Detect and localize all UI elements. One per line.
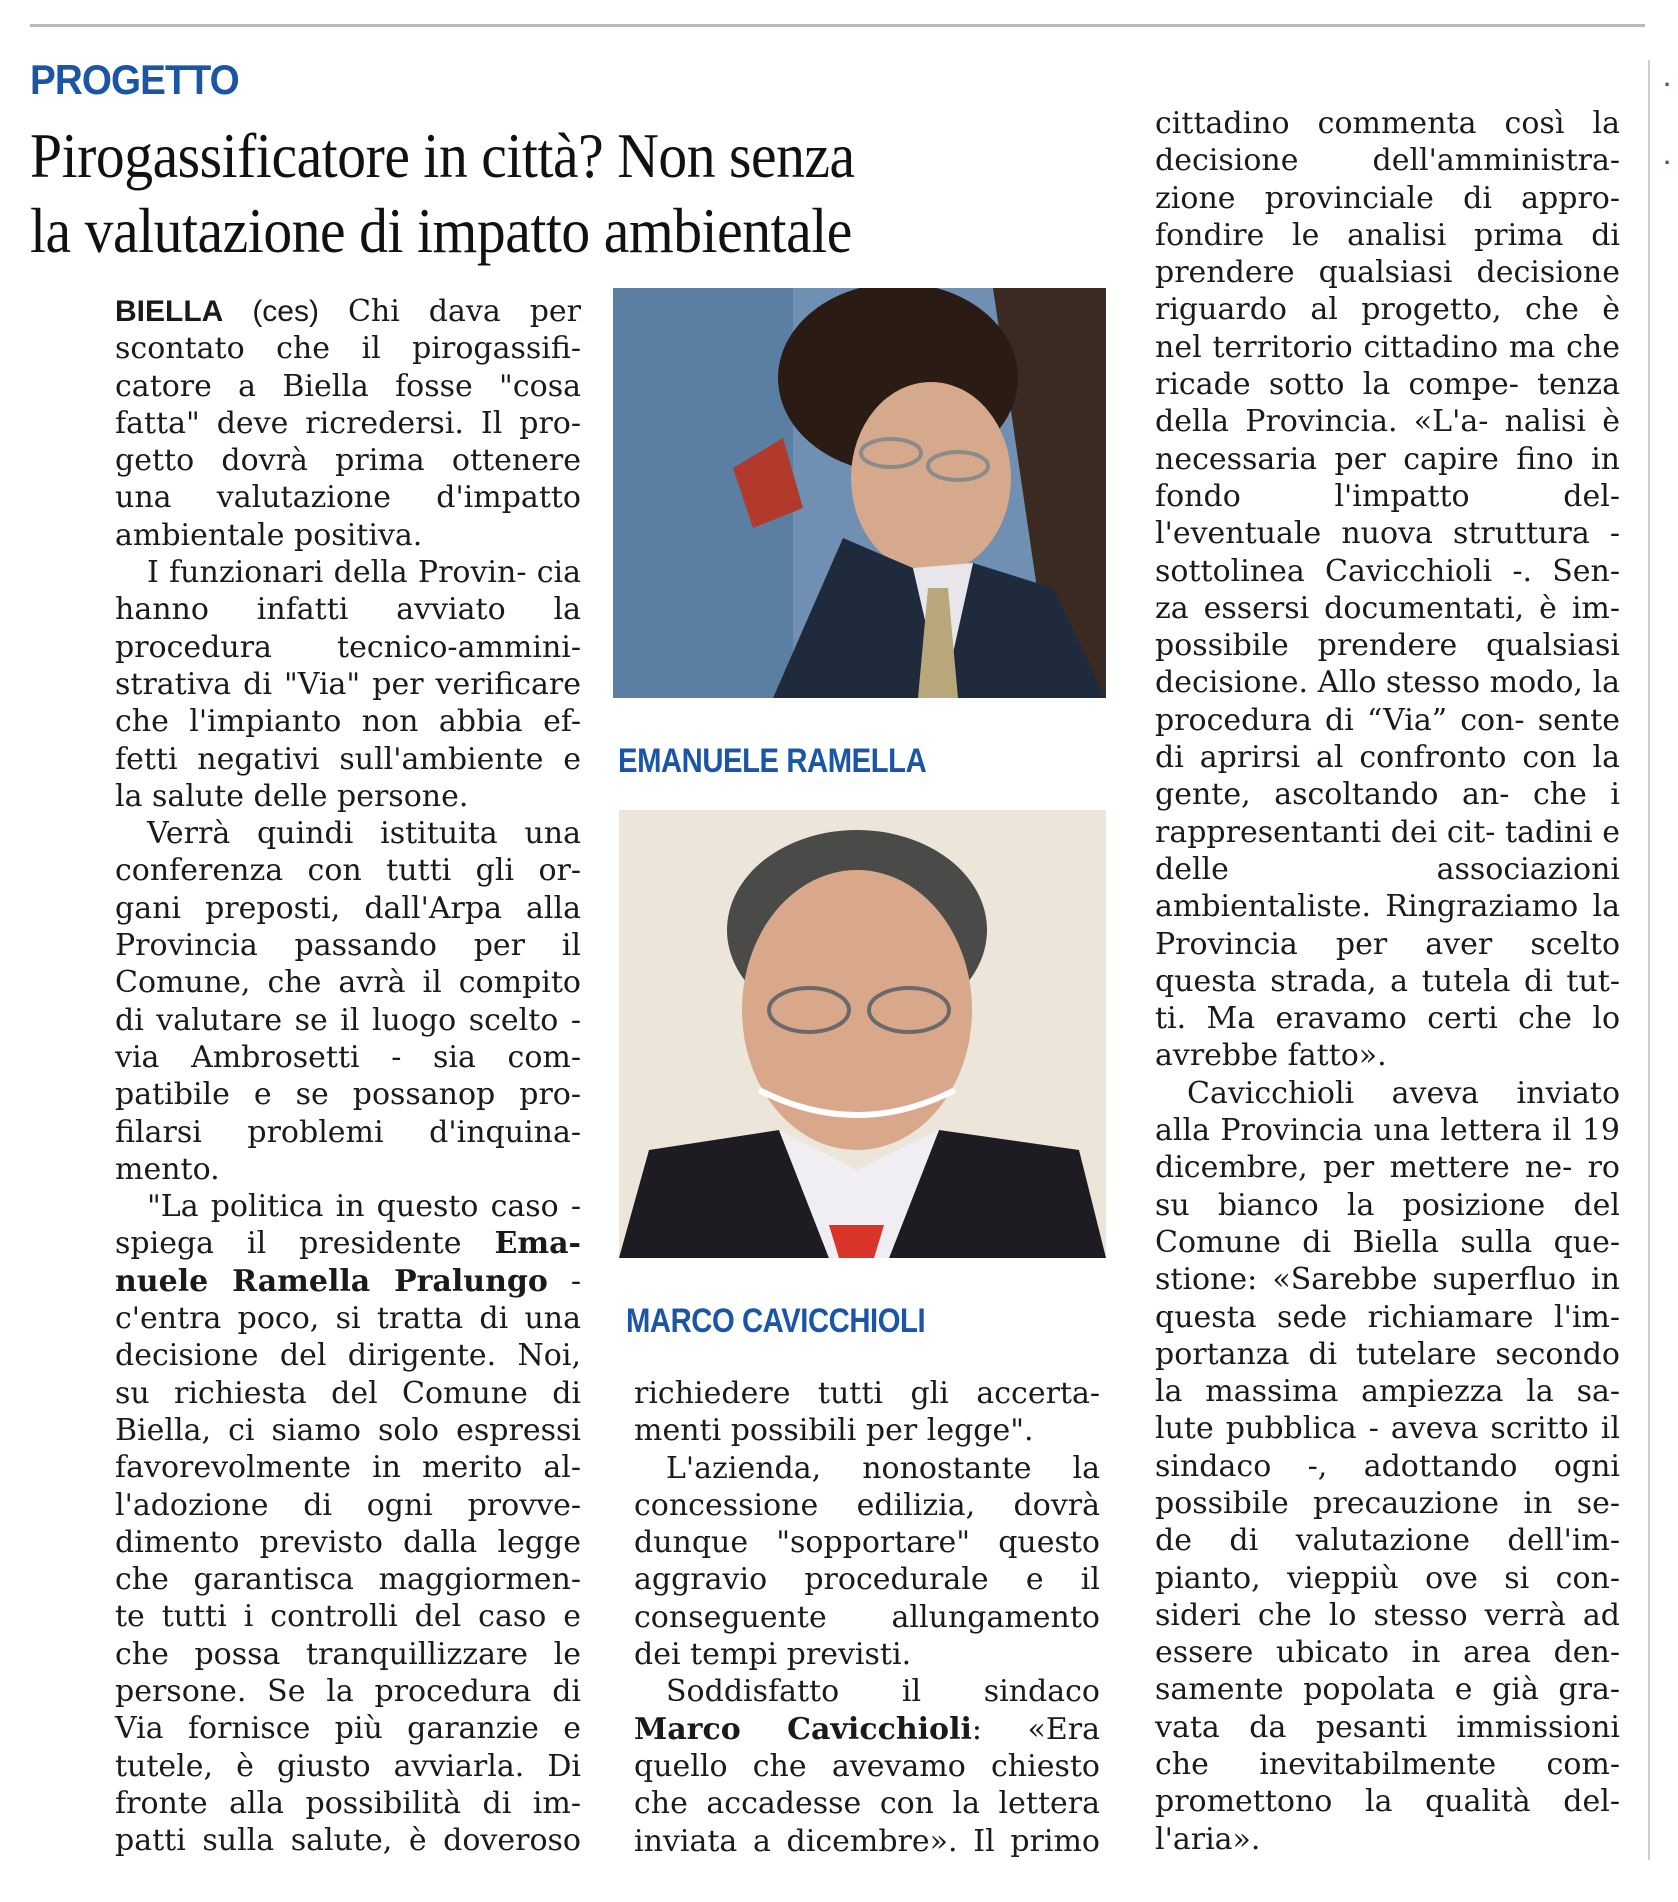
photo-caption: EMANUELE RAMELLA bbox=[618, 742, 927, 780]
headline-line-2: la valutazione di impatto ambientale bbox=[30, 195, 852, 266]
photo-caption: MARCO CAVICCHIOLI bbox=[626, 1302, 926, 1340]
paragraph-end: mento. bbox=[115, 1151, 220, 1187]
headline-line-1: Pirogassificatore in città? Non senza bbox=[30, 120, 855, 191]
author-initials: (ces) bbox=[252, 295, 319, 328]
person-name: Ema- bbox=[494, 1226, 581, 1262]
portrait-photo-emanuele-ramella bbox=[613, 288, 1106, 698]
paragraph-end: la salute delle persone. bbox=[115, 778, 469, 814]
paragraph: I funzionari della Provin- cia hanno infatti avviato la procedura tecnico-ammini- strativa di "Via" per verificare che l'impianto non abbia ef- fetti negativi sull'ambiente e bbox=[115, 555, 581, 777]
paragraph-end: avrebbe fatto». bbox=[1155, 1038, 1387, 1074]
person-name: Marco Cavicchioli bbox=[634, 1711, 972, 1747]
paragraph-end: ambientale positiva. bbox=[115, 517, 423, 553]
paragraph: Soddisfatto il sindaco Marco Cavicchioli: «Era quello che avevamo chiesto che accadesse con la lettera inviata a dicembre». Il primo bbox=[634, 1674, 1100, 1859]
dateline-place: BIELLA bbox=[115, 295, 224, 328]
section-kicker: PROGETTO bbox=[30, 56, 239, 103]
portrait-photo-marco-cavicchioli bbox=[619, 810, 1106, 1258]
column-divider bbox=[1648, 60, 1650, 1860]
next-article-fragment-mark: · bbox=[1664, 72, 1672, 97]
paragraph: Cavicchioli aveva inviato alla Provincia una lettera il 19 dicembre, per mettere ne- ro su bianco la posizione del Comune di Biella sulla que- stione: «Sarebbe superfluo in questa sede richiamare l'im- portanza di tutelare secondo la massima ampiezza la sa- lute pubblica - aveva scritto il sindaco -, adottando ogni possibile precauzione in se- de di valutazione dell'im- pianto, vieppiù ove si con- sideri che lo stesso verrà ad essere ubicato in area den- samente popolata e già gra- vata da pesanti immissioni che inevitabilmente com- promettono la qualità del- bbox=[1155, 1075, 1620, 1820]
paragraph: cittadino commenta così la decisione dell'amministra- zione provinciale di appro- fondire le analisi prima di prendere qualsiasi decisione riguardo al progetto, che è nel territorio cittadino ma che ricade sotto la compe- tenza della Provincia. «L'a- nalisi è necessaria per capire fino in fondo l'impatto del- l'eventuale nuova struttura - sottolinea Cavicchioli -. Sen- za essersi documentati, è im- possibile prendere qualsiasi decisione. Allo stesso modo, la procedura di “Via” con- sente di aprirsi al confronto con la gente, ascoltando an- che i rappresentanti dei cit- tadini e delle associazioni ambientaliste. Ringraziamo la Provincia per aver scelto questa strada, a tutela di tut- ti. Ma eravamo certi che lo bbox=[1155, 106, 1621, 1037]
article-column-1 bbox=[115, 293, 581, 1859]
next-article-fragment-mark: · bbox=[1664, 150, 1672, 175]
portrait-illustration bbox=[619, 810, 1106, 1258]
top-rule bbox=[30, 24, 1645, 27]
paragraph: Verrà quindi istituita una conferenza con tutti gli or- gani preposti, dall'Arpa alla Provincia passando per il Comune, che avrà il compito di valutare se il luogo scelto - via Ambrosetti - sia com- patibile e se possanop pro- filarsi problemi d'inquina- bbox=[115, 816, 581, 1150]
article-column-3 bbox=[1155, 105, 1620, 1858]
paragraph-end: l'aria». bbox=[1155, 1821, 1261, 1857]
headline bbox=[30, 118, 1110, 268]
person-name: nuele Ramella Pralungo bbox=[115, 1263, 548, 1299]
paragraph-end: menti possibili per legge". bbox=[634, 1413, 1034, 1449]
paragraph: BIELLA (ces) Chi dava per scontato che il pirogassifi- catore a Biella fosse "cosa fatta" deve ricredersi. Il pro- getto dovrà prima ottenere una valutazione d'impatto bbox=[115, 294, 582, 516]
portrait-illustration bbox=[613, 288, 1106, 698]
article-column-2 bbox=[634, 1375, 1100, 1860]
paragraph-end: dei tempi previsti. bbox=[634, 1637, 912, 1673]
paragraph: richiedere tutti gli accerta- bbox=[634, 1376, 1100, 1411]
paragraph: "La politica in questo caso - spiega il presidente Ema- nuele Ramella Pralungo - c'entra poco, si tratta di una decisione del dirigente. Noi, su richiesta del Comune di Biella, ci siamo solo espressi favorevolmente in merito al- l'adozione di ogni provve- dimento previsto dalla legge che garantisca maggiormen- te tutti i controlli del caso e che possa tranquillizzare le persone. Se la procedura di Via fornisce più garanzie e tutele, è giusto avviarla. Di fronte alla possibilità di im- patti sulla salute, è doveroso bbox=[115, 1189, 581, 1859]
paragraph: L'azienda, nonostante la concessione edilizia, dovrà dunque "sopportare" questo aggravio procedurale e il conseguente allungamento bbox=[634, 1450, 1100, 1635]
